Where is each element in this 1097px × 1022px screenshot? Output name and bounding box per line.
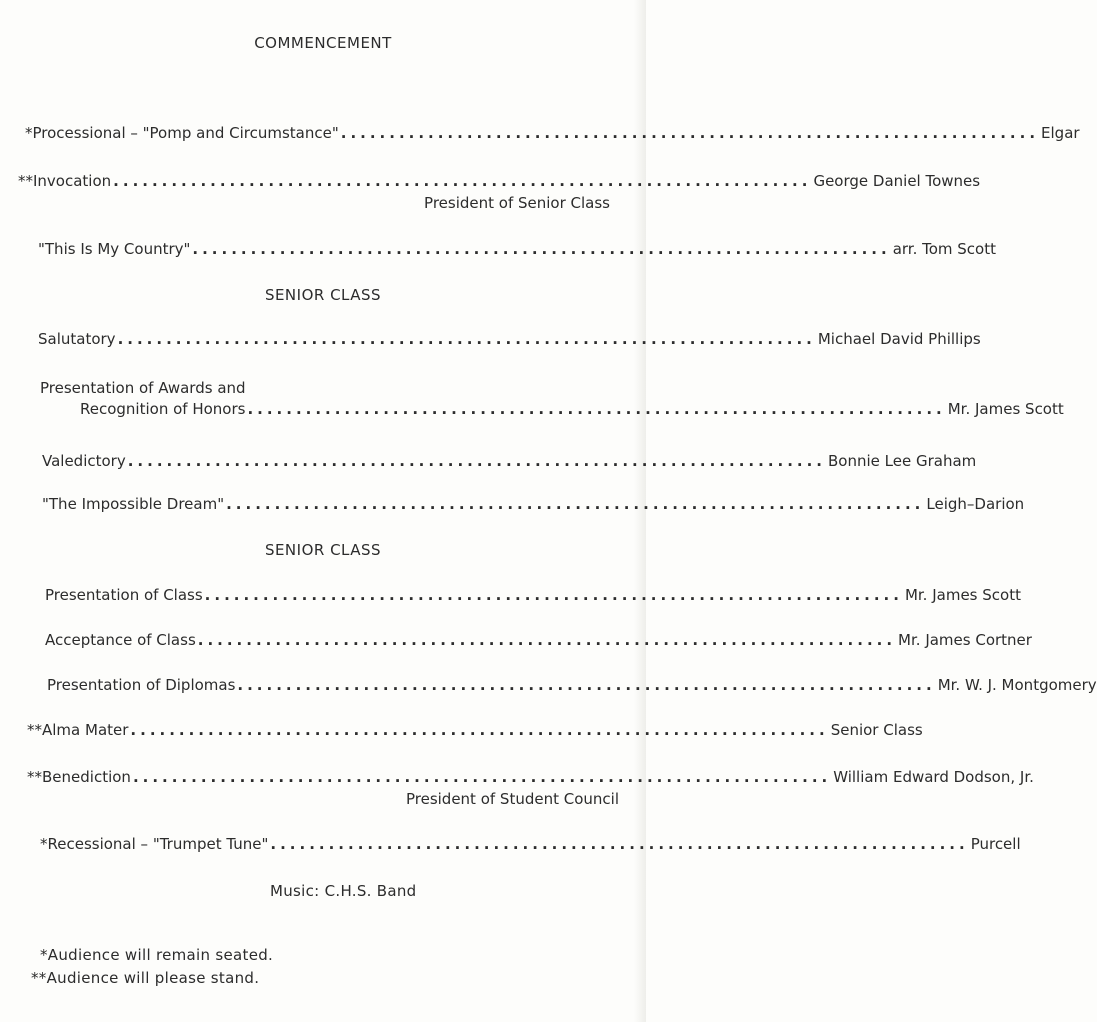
item-label: Valedictory	[42, 452, 126, 470]
item-label: Salutatory	[38, 330, 116, 348]
item-label: Presentation of Diplomas	[47, 676, 236, 694]
item-value: Bonnie Lee Graham	[828, 452, 977, 470]
item-label: "This Is My Country"	[38, 240, 191, 258]
program-item-awards	[80, 400, 1064, 418]
awards-label-line1: Presentation of Awards and	[40, 379, 246, 397]
invocation-subtitle: President of Senior Class	[424, 194, 610, 212]
dot-leader: ........................................................................	[237, 676, 936, 694]
item-label: Presentation of Class	[45, 586, 203, 604]
dot-leader: ........................................................................	[130, 721, 829, 739]
item-value: Leigh–Darion	[926, 495, 1025, 513]
dot-leader: ........................................................................	[127, 452, 827, 470]
item-label: *Recessional – "Trumpet Tune"	[40, 835, 269, 853]
program-item-presentation-class	[45, 586, 1021, 604]
program-item-diplomas	[47, 676, 1097, 694]
item-label: **Alma Mater	[27, 721, 129, 739]
note-seated: *Audience will remain seated.	[40, 946, 274, 964]
section-heading-senior-class: SENIOR CLASS	[264, 286, 382, 304]
dot-leader: ........................................................................	[270, 835, 969, 853]
item-label: **Benediction	[27, 768, 131, 786]
program-item-salutatory	[38, 330, 981, 348]
program-item-recessional	[40, 835, 1021, 853]
program-item-dream	[42, 495, 1025, 513]
dot-leader: ........................................................................	[247, 400, 946, 418]
item-label: "The Impossible Dream"	[42, 495, 225, 513]
dot-leader: ........................................................................	[113, 172, 812, 190]
item-value: Mr. W. J. Montgomery	[937, 676, 1097, 694]
program-item-country	[38, 240, 996, 258]
program-item-invocation	[18, 172, 981, 190]
item-label: Acceptance of Class	[45, 631, 196, 649]
program-item-processional	[25, 124, 1080, 142]
dot-leader: ........................................................................	[340, 124, 1040, 142]
item-value: Michael David Phillips	[817, 330, 981, 348]
item-value: William Edward Dodson, Jr.	[833, 768, 1034, 786]
dot-leader: ........................................................................	[132, 768, 832, 786]
item-value: George Daniel Townes	[813, 172, 981, 190]
item-value: Mr. James Scott	[904, 586, 1021, 604]
item-value: Elgar	[1041, 124, 1080, 142]
item-value: Mr. James Cortner	[898, 631, 1032, 649]
benediction-subtitle: President of Student Council	[405, 790, 619, 808]
dot-leader: ........................................................................	[204, 586, 903, 604]
item-label: **Invocation	[18, 172, 112, 190]
music-credit: Music: C.H.S. Band	[270, 882, 417, 900]
item-label: Recognition of Honors	[80, 400, 246, 418]
dot-leader: ........................................................................	[197, 631, 897, 649]
page-title: COMMENCEMENT	[254, 34, 392, 52]
program-item-acceptance-class	[45, 631, 1032, 649]
dot-leader: ........................................................................	[226, 495, 925, 513]
item-value: Senior Class	[830, 721, 923, 739]
item-value: Purcell	[970, 835, 1021, 853]
section-heading-senior-class-2: SENIOR CLASS	[264, 541, 382, 559]
note-stand: **Audience will please stand.	[31, 969, 260, 987]
dot-leader: ........................................................................	[117, 330, 816, 348]
item-label: *Processional – "Pomp and Circumstance"	[25, 124, 339, 142]
program-item-valedictory	[42, 452, 977, 470]
program-item-benediction	[27, 768, 1034, 786]
dot-leader: ........................................................................	[192, 240, 891, 258]
program-item-alma-mater	[27, 721, 923, 739]
item-value: Mr. James Scott	[947, 400, 1064, 418]
item-value: arr. Tom Scott	[892, 240, 996, 258]
